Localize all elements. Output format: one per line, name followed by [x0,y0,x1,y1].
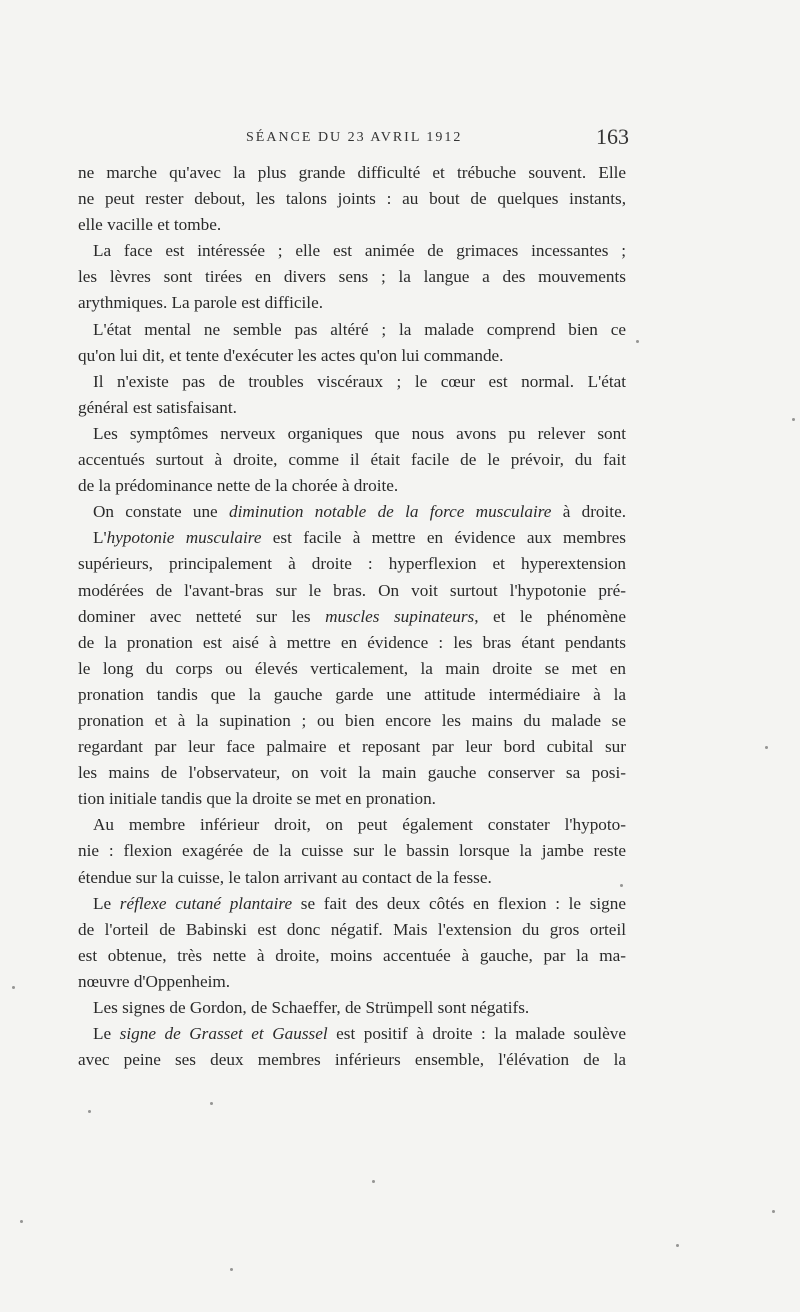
text-line: général est satisfaisant. [78,397,237,417]
running-head: SÉANCE DU 23 AVRIL 1912 [246,130,463,145]
text-line: de l'orteil de Babinski est donc négatif. Mais l'extension du gros orteil [78,919,626,939]
text-line: ne marche qu'avec la plus grande difficulté et trébuche souvent. Elle [78,163,626,182]
italic-term: hypotonie musculaire [106,528,262,548]
paragraph-first-line: La face est intéressée ; elle est animée de grimaces incessantes ; [93,241,626,261]
paragraph-first-line [78,1021,626,1047]
text-line: étendue sur la cuisse, le talon arrivant au contact de la fesse. [78,867,492,887]
page-header [0,124,800,154]
paragraph-first-line: Au membre inférieur droit, on peut également constater l'hypoto- [93,815,626,835]
text-run: à droite. [551,502,626,522]
italic-term: réflexe cutané plantaire [119,893,293,913]
text-line: les lèvres sont tirées en divers sens ; la langue a des mouvements [78,267,626,287]
scan-speck [772,1210,775,1213]
scan-speck [620,884,623,887]
text-line: accentués surtout à droite, comme il était facile de le prévoir, du fait [78,450,626,470]
text-run: L' [93,528,107,548]
text-line [78,604,626,630]
scan-speck [12,986,15,989]
text-run: se fait des deux côtés en flexion : le signe [292,893,626,913]
text-line: supérieurs, principalement à droite : hyperflexion et hyperextension [78,554,626,574]
text-line: regardant par leur face palmaire et reposant par leur bord cubital sur [78,737,626,757]
italic-term: muscles supinateurs [325,606,475,626]
text-run: dominer avec netteté sur les [78,606,326,626]
text-run: Le [93,1024,120,1044]
paragraph-first-line [78,499,626,525]
text-line: est obtenue, très nette à droite, moins accentuée à gauche, par la ma- [78,945,626,965]
text-line: qu'on lui dit, et tente d'exécuter les actes qu'on lui commande. [78,345,504,365]
text-line: de la pronation est aisé à mettre en évidence : les bras étant pendants [78,632,626,652]
text-line: avec peine ses deux membres inférieurs ensemble, l'élévation de la [78,1050,626,1070]
text-run: On constate une [93,502,229,522]
text-line: nœuvre d'Oppenheim. [78,971,231,991]
text-run: est positif à droite : la malade soulève [327,1024,626,1044]
scan-speck [210,1102,213,1105]
paragraph-first-line: L'état mental ne semble pas altéré ; la malade comprend bien ce [93,319,626,339]
text-line: pronation tandis que la gauche garde une attitude intermédiaire à la [78,684,626,704]
scan-speck [676,1244,679,1247]
paragraph-first-line [78,891,626,917]
text-line: arythmiques. La parole est difficile. [78,293,323,313]
paragraph-first-line: Il n'existe pas de troubles viscéraux ; le cœur est normal. L'état [93,371,626,391]
text-line: elle vacille et tombe. [78,215,222,235]
text-line: modérées de l'avant-bras sur le bras. On voit surtout l'hypotonie pré- [78,580,626,600]
text-line: les mains de l'observateur, on voit la main gauche conserver sa posi- [78,763,626,783]
scan-speck [230,1268,233,1271]
text-line: pronation et à la supination ; ou bien encore les mains du malade se [78,710,626,730]
paragraph-first-line: Les symptômes nerveux organiques que nous avons pu relever sont [93,423,626,443]
page-number: 163 [596,124,629,149]
paragraph-first-line [78,525,626,551]
scan-speck [636,340,639,343]
scan-speck [20,1220,23,1223]
text-line: ne peut rester debout, les talons joints : au bout de quelques instants, [78,189,626,209]
text-run: , et le phénomène [474,606,626,626]
paragraph-first-line: Les signes de Gordon, de Schaeffer, de Strümpell sont négatifs. [93,998,530,1017]
scan-speck [372,1180,375,1183]
text-run: est facile à mettre en évidence aux membres [261,528,626,548]
text-line: le long du corps ou élevés verticalement, la main droite se met en [78,658,626,678]
italic-term: signe de Grasset et Gaussel [119,1024,328,1044]
scan-speck [765,746,768,749]
text-line: nie : flexion exagérée de la cuisse sur le bassin lorsque la jambe reste [78,841,626,861]
italic-term: diminution notable de la force musculaire [228,502,552,522]
text-run: Le [93,893,120,913]
body-text [78,160,626,1073]
scan-speck [88,1110,91,1113]
scan-speck [792,418,795,421]
text-line: de la prédominance nette de la chorée à droite. [78,476,399,496]
text-line: tion initiale tandis que la droite se met en pronation. [78,789,436,809]
